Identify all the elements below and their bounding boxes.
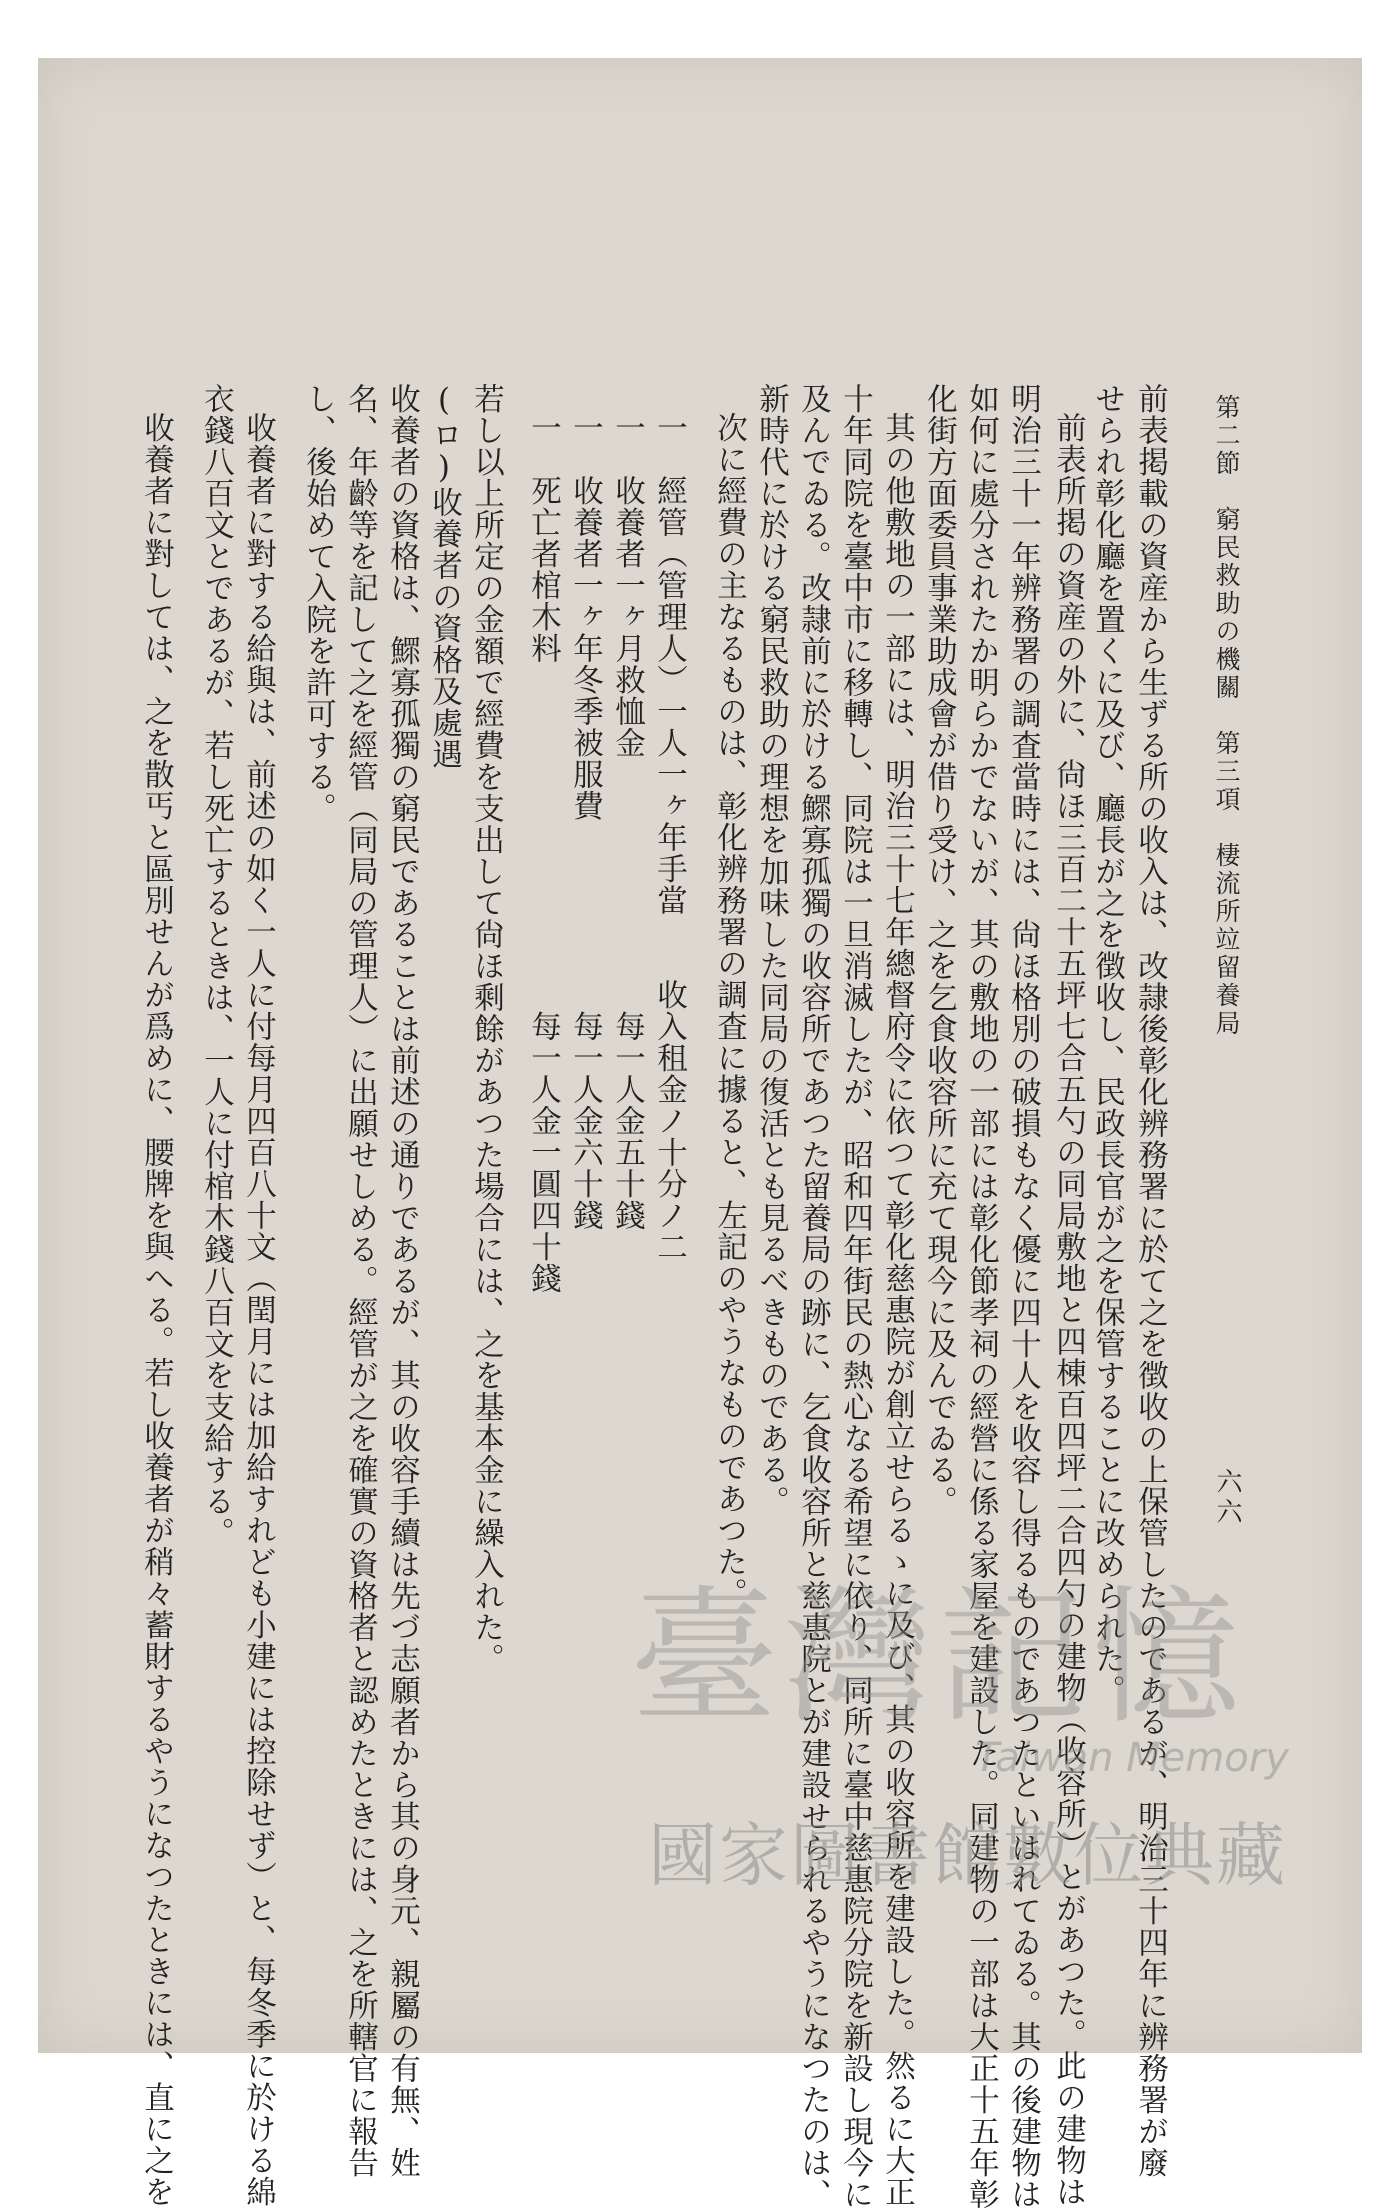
watermark-taiwan-memory-english: Taiwan Memory: [975, 1735, 1289, 1781]
text-column-4: 明治三十一年辨務署の調査當時には、尙ほ格別の破損もなく優に四十人を收容し得るものであつたといはれてゐる。其の後建物は: [1005, 383, 1041, 2210]
text-column-6: 化街方面委員事業助成會が借り受け、之を乞食收容所に充て現今に及んでゐる。: [921, 383, 957, 1517]
text-column-18: 收養者の資格は、鰥寡孤獨の窮民であることは前述の通りであるが、其の收容手續は先づ志願者から其の身元、親屬の有無、姓: [384, 383, 420, 2179]
text-column-19: 名、年齡等を記して之を經管（同局の管理人）に出願せしめる。經管が之を確實の資格者と認めたときには、之を所轄官に報告: [342, 383, 378, 2179]
page-number: 六六: [1212, 1468, 1242, 1528]
text-column-21: 收養者に對する給與は、前述の如く一人に付每月四百八十文（閏月には加給すれども小建には控除せず）と、每冬季に於ける綿: [240, 412, 276, 2208]
expense-item-4: 一 死亡者棺木料 每一人金一圓四十錢: [525, 412, 561, 1294]
text-column-10: 新時代に於ける窮民救助の理想を加味した同局の復活とも見るべきものである。: [753, 383, 789, 1517]
expense-item-2: 一 收養者一ヶ月救恤金 每一人金五十錢: [609, 412, 645, 1231]
watermark-taiwan-memory-script: 臺灣記憶: [630, 1572, 1246, 1744]
text-column-9: 及んでゐる。改隷前に於ける鰥寡孤獨の收容所であつた留養局の跡に、乞食收容所と慈惠院とが建設せられるやうになつたのは、: [795, 383, 831, 2210]
expense-item-1: 一 經管（管理人）一人一ヶ年手當 收入租金ノ十分ノ二: [651, 412, 687, 1263]
text-column-1: 前表掲載の資産から生ずる所の收入は、改隷後彰化辨務署に於て之を徴收の上保管したのであるが、明治三十四年に辨務署が廢: [1132, 383, 1168, 2179]
text-column-7: 其の他敷地の一部には、明治三十七年總督府令に依つて彰化慈惠院が創立せらるゝに及び、其の收容所を建設した。然るに大正: [879, 412, 915, 2208]
text-column-23: 收養者に對しては、之を散丐と區別せんが爲めに、腰牌を與へる。若し收養者が稍々蓄財するやうになつたときには、直に之を: [138, 412, 174, 2208]
text-column-11: 次に經費の主なるものは、彰化辨務署の調査に據ると、左記のやうなものであつた。: [711, 412, 747, 1609]
expense-item-3: 一 收養者一ヶ年冬季被服費 每一人金六十錢: [567, 412, 603, 1231]
text-column-8: 十年同院を臺中市に移轉し、同院は一旦消滅したが、昭和四年街民の熱心なる希望に依り、同所に臺中慈惠院分院を新設し現今に: [837, 383, 873, 2210]
section-heading: (ロ)收養者の資格及處遇: [426, 383, 462, 770]
text-column-5: 如何に處分されたか明らかでないが、其の敷地の一部には彰化節孝祠の經營に係る家屋を建設した。同建物の一部は大正十五年彰: [963, 383, 999, 2210]
text-column-3: 前表所掲の資産の外に、尙ほ三百二十五坪七合五勺の同局敷地と四棟百四坪二合四勺の建物（收容所）とがあつた。此の建物は: [1050, 412, 1086, 2208]
text-column-20: し、後始めて入院を許可する。: [300, 383, 336, 824]
text-column-22: 衣錢八百文とであるが、若し死亡するときは、一人に付棺木錢八百文を支給する。: [198, 383, 234, 1549]
watermark-national-library: 國家圖書館數位典藏: [648, 1816, 1287, 1896]
page-header: 第二節 窮民救助の機關 第三項 棲流所竝留養局: [1212, 394, 1241, 1038]
text-column-2: せられ彰化廳を置くに及び、廳長が之を徴收し、民政長官が之を保管することに改められた。: [1089, 383, 1125, 1706]
text-column-16: 若し以上所定の金額で經費を支出して尙ほ剩餘があつた場合には、之を基本金に繰入れた。: [468, 383, 504, 1675]
